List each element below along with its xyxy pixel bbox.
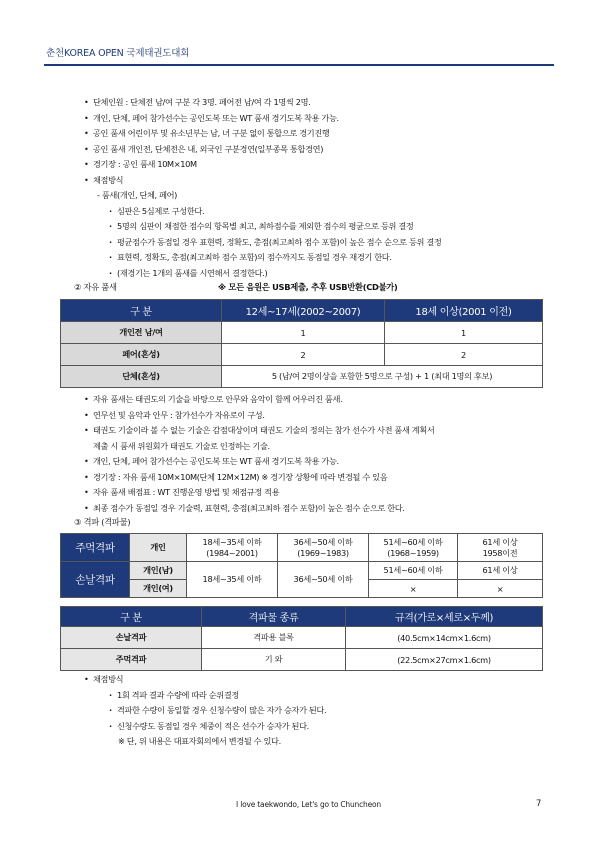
table-cell: 5 (남/여 2명이상을 포함한 5명으로 구성) + 1 (최대 1명의 후보) <box>222 366 543 388</box>
freestyle-heading: ② 자유 품새 <box>74 282 117 292</box>
page-header <box>44 44 554 66</box>
table-cell: 단체(혼성) <box>61 366 222 388</box>
table-header: 구 분 <box>61 607 202 627</box>
table-cell: 개인(남) <box>130 562 187 580</box>
table-cell: (22.5cm×27cm×1.6cm) <box>346 649 543 671</box>
table-header: 규격(가로×세로×두께) <box>346 607 543 627</box>
age-label: 18세~35세 이하 <box>202 537 262 547</box>
list-item: • 태권도 기술이라 볼 수 없는 기술은 감점대상이며 태권도 기술의 정의는 참가 선수가 사전 품새 계획서 <box>84 423 554 439</box>
age-years: 1958이전 <box>482 547 518 558</box>
table-cell: 손날격파 <box>61 562 130 598</box>
section-general <box>84 95 554 281</box>
table-row <box>61 344 543 366</box>
table-header: 구 분 <box>61 300 222 322</box>
age-years: (1984~2001) <box>206 548 258 558</box>
footer-slogan: I love taekwondo, Let's go to Chuncheon <box>236 800 381 809</box>
breaking-note: ※ 단, 위 내용은 대표자회의에서 변경될 수 있다. <box>118 736 281 746</box>
table-cell: 주먹격파 <box>61 534 130 562</box>
table-cell: 1 <box>222 322 385 344</box>
section-breaking-scoring <box>84 672 554 750</box>
table-row <box>61 627 543 649</box>
list-item: • 경기장 : 자유 품새 10M×10M(단체 12M×12M) ※ 경기장 상황에 따라 변경될 수 있음 <box>84 470 554 486</box>
table-cell: 기 와 <box>202 649 346 671</box>
table-cell: 2 <box>222 344 385 366</box>
table-cell: 주먹격파 <box>61 649 202 671</box>
age-years: (1969~1983) <box>297 548 349 558</box>
table-cell <box>187 534 278 562</box>
table-cell: × <box>458 580 543 598</box>
list-item: · 표현력, 정확도, 총점(최고최하 점수 포함)의 점수까지도 동점일 경우 재경기 한다. <box>84 250 554 266</box>
list-item: · 평균점수가 동점일 경우 표현력, 정확도, 총점(최고최하 점수 포함)이 높은 점수 순으로 등위 결정 <box>84 235 554 251</box>
table-cell: 격파용 블록 <box>202 627 346 649</box>
age-years: (1968~1959) <box>387 548 439 558</box>
table-row <box>61 562 543 580</box>
table-cell: 페어(혼성) <box>61 344 222 366</box>
age-label: 51세~60세 이하 <box>383 537 443 547</box>
breaking-heading: ③ 격파 (격파물) <box>74 517 131 527</box>
table-cell: 개인 <box>130 534 187 562</box>
header-title: 춘천KOREA OPEN 국제태권도대회 <box>46 48 190 59</box>
table-header: 18세 이상(2001 이전) <box>385 300 543 322</box>
breaking-category-table <box>60 533 543 598</box>
table-cell <box>278 534 369 562</box>
list-item: • 최종 점수가 동점일 경우 기술력, 표현력, 총점(최고최하 점수 포함)이 높은 점수 순으로 한다. <box>84 501 554 517</box>
list-item: • 개인, 단체, 페어 참가선수는 공인도복 또는 WT 품새 경기도복 착용 가능. <box>84 111 554 127</box>
table-cell: 51세~60세 이하 <box>369 562 458 580</box>
list-item: • 단체인원 : 단체전 남/여 구분 각 3명. 페어전 남/여 각 1명씩 2명. <box>84 95 554 111</box>
scoring-subheading: - 품새(개인, 단체, 페어) <box>97 190 178 200</box>
list-item: · 5명의 심판이 채점한 점수의 항목별 최고, 최하점수를 제외한 점수의 평균으로 등위 결정 <box>84 219 554 235</box>
table-cell: 18세~35세 이하 <box>187 562 278 598</box>
table-cell: 61세 이상 <box>458 562 543 580</box>
page-number: 7 <box>536 799 542 809</box>
list-item: · 1회 격파 결과 수량에 따라 순위결정 <box>84 688 554 704</box>
table-row <box>61 322 543 344</box>
table-cell: 2 <box>385 344 543 366</box>
table-row <box>61 366 543 388</box>
list-item: • 경기장 : 공인 품새 10M×10M <box>84 157 554 173</box>
list-item: • 자유 품새는 태권도의 기술을 바탕으로 안무와 음악이 함께 어우러진 품새. <box>84 392 554 408</box>
table-cell: 개인전 남/여 <box>61 322 222 344</box>
list-item: • 연무선 및 음악과 안무 : 참가선수가 자유로이 구성. <box>84 408 554 424</box>
list-item: • 공인 품새 어린이부 및 유소년부는 남, 녀 구분 없이 통합으로 경기진행 <box>84 126 554 142</box>
table-cell: 개인(여) <box>130 580 187 598</box>
age-label: 61세 이상 <box>482 536 518 547</box>
freestyle-table <box>60 299 543 388</box>
table-header: 격파물 종류 <box>202 607 346 627</box>
table-row <box>61 649 543 671</box>
list-item: • 자유 품새 배점표 : WT 진행운영 방법 및 채점규정 적용 <box>84 485 554 501</box>
table-cell: (40.5cm×14cm×1.6cm) <box>346 627 543 649</box>
table-cell: 손날격파 <box>61 627 202 649</box>
breaking-material-table <box>60 606 543 671</box>
table-row <box>61 534 543 562</box>
table-header: 12세~17세(2002~2007) <box>222 300 385 322</box>
table-cell <box>369 534 458 562</box>
list-item: • 채점방식 <box>84 672 554 688</box>
freestyle-note: ※ 모든 음원은 USB제출, 추후 USB반환(CD불가) <box>218 282 398 292</box>
list-item: • 공인 품새 개인전, 단체전은 내, 외국인 구분경연(일부종목 통합경연) <box>84 142 554 158</box>
section-freestyle <box>84 392 554 516</box>
list-item: • 채점방식 <box>84 173 554 189</box>
list-item: · 신청수량도 동점일 경우 체중이 적은 선수가 승자가 된다. <box>84 719 554 735</box>
table-cell <box>458 534 543 562</box>
list-item: • 개인, 단체, 페어 참가선수는 공인도복 또는 WT 품새 경기도복 착용 가능. <box>84 454 554 470</box>
age-label: 36세~50세 이하 <box>293 537 353 547</box>
list-item: · 심판은 5심제로 구성한다. <box>84 204 554 220</box>
table-cell: × <box>369 580 458 598</box>
table-cell: 36세~50세 이하 <box>278 562 369 598</box>
list-item: · 격파한 수량이 동일할 경우 신청수량이 많은 자가 승자가 된다. <box>84 703 554 719</box>
list-item: 제출 시 품새 위원회가 태권도 기술로 인정하는 기술. <box>93 440 270 451</box>
table-cell: 1 <box>385 322 543 344</box>
list-item: · (재경기는 1개의 품새를 시연해서 결정한다.) <box>84 266 554 282</box>
